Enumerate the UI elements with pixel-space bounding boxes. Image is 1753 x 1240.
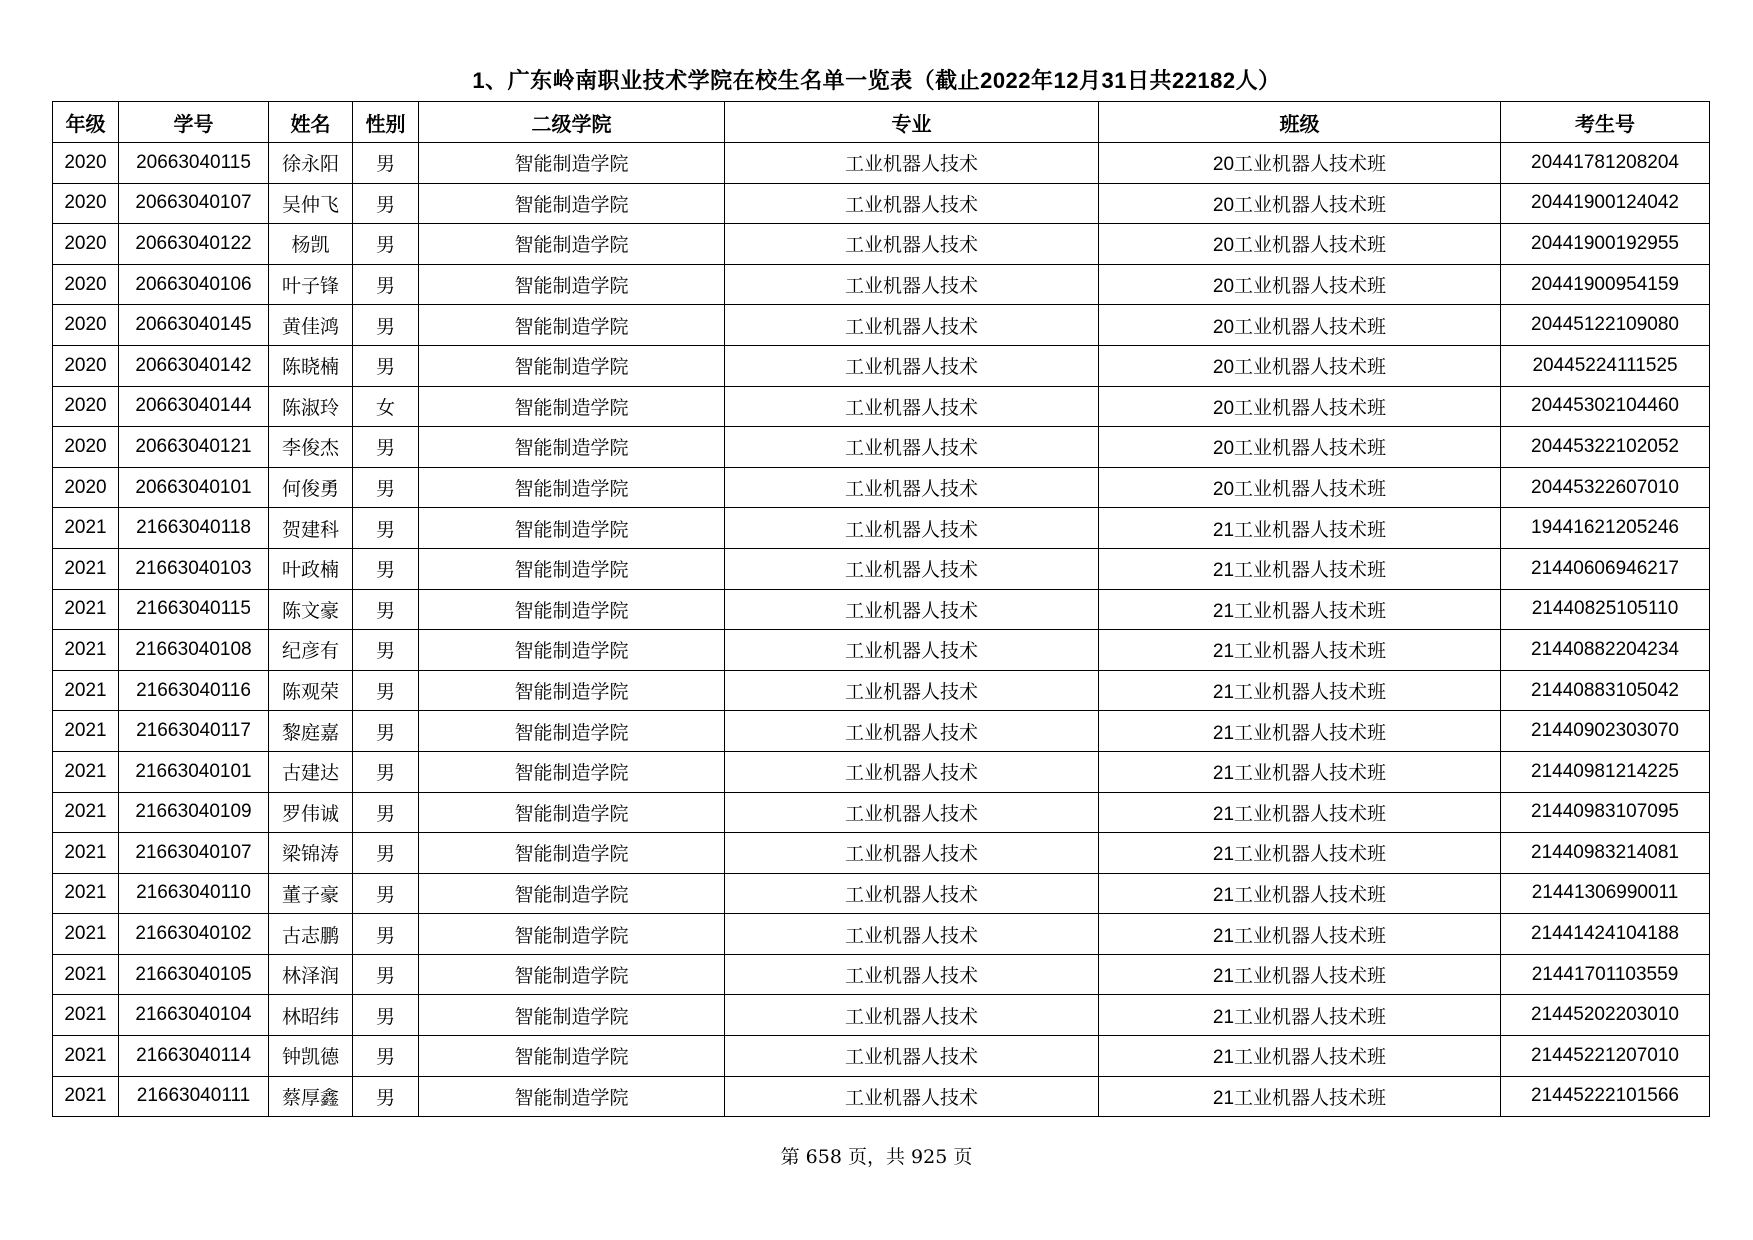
cell-college: 智能制造学院 xyxy=(419,467,725,508)
table-row xyxy=(53,467,1710,508)
cell-class: 20工业机器人技术班 xyxy=(1099,467,1501,508)
cell-grade: 2020 xyxy=(53,386,119,427)
cell-major: 工业机器人技术 xyxy=(725,143,1099,184)
cell-exam-no: 21440606946217 xyxy=(1501,548,1710,589)
table-row xyxy=(53,630,1710,671)
cell-class: 21工业机器人技术班 xyxy=(1099,1036,1501,1077)
table-row xyxy=(53,711,1710,752)
page-title: 1、广东岭南职业技术学院在校生名单一览表（截止2022年12月31日共22182人） xyxy=(472,68,1281,93)
cell-student-id: 20663040115 xyxy=(119,143,269,184)
cell-exam-no: 21445221207010 xyxy=(1501,1036,1710,1077)
cell-grade: 2021 xyxy=(53,670,119,711)
cell-major: 工业机器人技术 xyxy=(725,427,1099,468)
cell-college: 智能制造学院 xyxy=(419,345,725,386)
cell-college: 智能制造学院 xyxy=(419,589,725,630)
cell-student-id: 21663040103 xyxy=(119,548,269,589)
cell-gender: 男 xyxy=(353,548,419,589)
cell-grade: 2021 xyxy=(53,995,119,1036)
cell-gender: 男 xyxy=(353,224,419,265)
cell-class: 21工业机器人技术班 xyxy=(1099,630,1501,671)
cell-major: 工业机器人技术 xyxy=(725,954,1099,995)
cell-student-id: 21663040117 xyxy=(119,711,269,752)
cell-major: 工业机器人技术 xyxy=(725,386,1099,427)
cell-exam-no: 21445202203010 xyxy=(1501,995,1710,1036)
cell-college: 智能制造学院 xyxy=(419,183,725,224)
cell-gender: 男 xyxy=(353,630,419,671)
cell-grade: 2021 xyxy=(53,630,119,671)
cell-class: 21工业机器人技术班 xyxy=(1099,873,1501,914)
cell-college: 智能制造学院 xyxy=(419,792,725,833)
cell-major: 工业机器人技术 xyxy=(725,183,1099,224)
cell-grade: 2021 xyxy=(53,914,119,955)
cell-name: 黎庭嘉 xyxy=(269,711,353,752)
cell-gender: 男 xyxy=(353,873,419,914)
table-row xyxy=(53,548,1710,589)
cell-college: 智能制造学院 xyxy=(419,548,725,589)
cell-name: 何俊勇 xyxy=(269,467,353,508)
header-gender: 性别 xyxy=(353,102,419,143)
cell-grade: 2020 xyxy=(53,183,119,224)
cell-class: 21工业机器人技术班 xyxy=(1099,711,1501,752)
cell-college: 智能制造学院 xyxy=(419,508,725,549)
cell-major: 工业机器人技术 xyxy=(725,711,1099,752)
cell-name: 陈晓楠 xyxy=(269,345,353,386)
cell-major: 工业机器人技术 xyxy=(725,751,1099,792)
cell-college: 智能制造学院 xyxy=(419,386,725,427)
cell-class: 20工业机器人技术班 xyxy=(1099,386,1501,427)
cell-student-id: 21663040111 xyxy=(119,1076,269,1117)
cell-student-id: 21663040116 xyxy=(119,670,269,711)
cell-college: 智能制造学院 xyxy=(419,833,725,874)
cell-class: 21工业机器人技术班 xyxy=(1099,954,1501,995)
cell-major: 工业机器人技术 xyxy=(725,1076,1099,1117)
cell-exam-no: 21440883105042 xyxy=(1501,670,1710,711)
table-row xyxy=(53,224,1710,265)
cell-student-id: 20663040107 xyxy=(119,183,269,224)
table-row xyxy=(53,792,1710,833)
cell-exam-no: 20445224111525 xyxy=(1501,345,1710,386)
cell-name: 叶子锋 xyxy=(269,264,353,305)
cell-major: 工业机器人技术 xyxy=(725,264,1099,305)
cell-grade: 2020 xyxy=(53,427,119,468)
cell-student-id: 20663040106 xyxy=(119,264,269,305)
cell-college: 智能制造学院 xyxy=(419,995,725,1036)
header-grade: 年级 xyxy=(53,102,119,143)
cell-gender: 男 xyxy=(353,264,419,305)
cell-college: 智能制造学院 xyxy=(419,224,725,265)
cell-college: 智能制造学院 xyxy=(419,954,725,995)
cell-student-id: 21663040109 xyxy=(119,792,269,833)
cell-class: 21工业机器人技术班 xyxy=(1099,548,1501,589)
cell-name: 梁锦涛 xyxy=(269,833,353,874)
cell-grade: 2021 xyxy=(53,751,119,792)
header-college: 二级学院 xyxy=(419,102,725,143)
table-row xyxy=(53,305,1710,346)
cell-exam-no: 21440882204234 xyxy=(1501,630,1710,671)
table-row xyxy=(53,751,1710,792)
cell-grade: 2020 xyxy=(53,264,119,305)
cell-grade: 2021 xyxy=(53,954,119,995)
cell-exam-no: 21440902303070 xyxy=(1501,711,1710,752)
cell-grade: 2021 xyxy=(53,589,119,630)
cell-college: 智能制造学院 xyxy=(419,751,725,792)
cell-grade: 2021 xyxy=(53,833,119,874)
cell-major: 工业机器人技术 xyxy=(725,467,1099,508)
cell-gender: 男 xyxy=(353,508,419,549)
cell-exam-no: 21441701103559 xyxy=(1501,954,1710,995)
cell-major: 工业机器人技术 xyxy=(725,833,1099,874)
cell-student-id: 21663040101 xyxy=(119,751,269,792)
cell-student-id: 21663040105 xyxy=(119,954,269,995)
cell-exam-no: 21441424104188 xyxy=(1501,914,1710,955)
cell-college: 智能制造学院 xyxy=(419,1076,725,1117)
cell-gender: 男 xyxy=(353,670,419,711)
cell-exam-no: 20441900124042 xyxy=(1501,183,1710,224)
header-name: 姓名 xyxy=(269,102,353,143)
cell-gender: 男 xyxy=(353,589,419,630)
cell-grade: 2021 xyxy=(53,508,119,549)
cell-grade: 2020 xyxy=(53,305,119,346)
cell-college: 智能制造学院 xyxy=(419,914,725,955)
cell-exam-no: 21440983214081 xyxy=(1501,833,1710,874)
cell-major: 工业机器人技术 xyxy=(725,224,1099,265)
cell-gender: 男 xyxy=(353,345,419,386)
table-row xyxy=(53,264,1710,305)
cell-college: 智能制造学院 xyxy=(419,711,725,752)
cell-exam-no: 21445222101566 xyxy=(1501,1076,1710,1117)
cell-exam-no: 20441900954159 xyxy=(1501,264,1710,305)
cell-student-id: 21663040114 xyxy=(119,1036,269,1077)
cell-gender: 女 xyxy=(353,386,419,427)
cell-name: 陈文豪 xyxy=(269,589,353,630)
table-row xyxy=(53,914,1710,955)
cell-exam-no: 20445302104460 xyxy=(1501,386,1710,427)
cell-exam-no: 20445122109080 xyxy=(1501,305,1710,346)
cell-exam-no: 21441306990011 xyxy=(1501,873,1710,914)
cell-major: 工业机器人技术 xyxy=(725,345,1099,386)
table-row xyxy=(53,954,1710,995)
table-row xyxy=(53,589,1710,630)
cell-college: 智能制造学院 xyxy=(419,264,725,305)
cell-major: 工业机器人技术 xyxy=(725,630,1099,671)
cell-student-id: 21663040104 xyxy=(119,995,269,1036)
cell-gender: 男 xyxy=(353,1036,419,1077)
cell-college: 智能制造学院 xyxy=(419,873,725,914)
cell-name: 董子豪 xyxy=(269,873,353,914)
cell-class: 21工业机器人技术班 xyxy=(1099,1076,1501,1117)
cell-name: 罗伟诚 xyxy=(269,792,353,833)
cell-name: 杨凯 xyxy=(269,224,353,265)
cell-college: 智能制造学院 xyxy=(419,143,725,184)
table-row xyxy=(53,873,1710,914)
header-student-id: 学号 xyxy=(119,102,269,143)
table-row xyxy=(53,345,1710,386)
table-row xyxy=(53,670,1710,711)
table-row xyxy=(53,183,1710,224)
cell-student-id: 21663040107 xyxy=(119,833,269,874)
cell-major: 工业机器人技术 xyxy=(725,873,1099,914)
cell-student-id: 21663040102 xyxy=(119,914,269,955)
cell-name: 黄佳鸿 xyxy=(269,305,353,346)
cell-student-id: 21663040108 xyxy=(119,630,269,671)
cell-college: 智能制造学院 xyxy=(419,670,725,711)
cell-grade: 2020 xyxy=(53,467,119,508)
cell-exam-no: 19441621205246 xyxy=(1501,508,1710,549)
cell-gender: 男 xyxy=(353,954,419,995)
cell-grade: 2021 xyxy=(53,792,119,833)
cell-gender: 男 xyxy=(353,467,419,508)
cell-grade: 2021 xyxy=(53,1076,119,1117)
cell-grade: 2020 xyxy=(53,143,119,184)
cell-name: 贺建科 xyxy=(269,508,353,549)
cell-name: 古建达 xyxy=(269,751,353,792)
table-row xyxy=(53,427,1710,468)
cell-class: 21工业机器人技术班 xyxy=(1099,914,1501,955)
cell-major: 工业机器人技术 xyxy=(725,995,1099,1036)
cell-name: 古志鹏 xyxy=(269,914,353,955)
cell-major: 工业机器人技术 xyxy=(725,1036,1099,1077)
cell-gender: 男 xyxy=(353,995,419,1036)
cell-name: 蔡厚鑫 xyxy=(269,1076,353,1117)
cell-college: 智能制造学院 xyxy=(419,305,725,346)
cell-student-id: 20663040121 xyxy=(119,427,269,468)
cell-major: 工业机器人技术 xyxy=(725,589,1099,630)
cell-name: 吴仲飞 xyxy=(269,183,353,224)
header-exam-no: 考生号 xyxy=(1501,102,1710,143)
cell-name: 林泽润 xyxy=(269,954,353,995)
cell-name: 林昭纬 xyxy=(269,995,353,1036)
cell-class: 21工业机器人技术班 xyxy=(1099,792,1501,833)
cell-name: 陈观荣 xyxy=(269,670,353,711)
header-class: 班级 xyxy=(1099,102,1501,143)
page-footer: 第 658 页，共 925 页 xyxy=(780,1146,973,1168)
cell-major: 工业机器人技术 xyxy=(725,508,1099,549)
cell-grade: 2021 xyxy=(53,711,119,752)
cell-name: 叶政楠 xyxy=(269,548,353,589)
cell-exam-no: 20445322607010 xyxy=(1501,467,1710,508)
cell-class: 20工业机器人技术班 xyxy=(1099,183,1501,224)
cell-gender: 男 xyxy=(353,1076,419,1117)
cell-name: 纪彦有 xyxy=(269,630,353,671)
cell-student-id: 20663040101 xyxy=(119,467,269,508)
cell-class: 21工业机器人技术班 xyxy=(1099,508,1501,549)
cell-name: 钟凯德 xyxy=(269,1036,353,1077)
cell-class: 20工业机器人技术班 xyxy=(1099,224,1501,265)
cell-student-id: 20663040144 xyxy=(119,386,269,427)
cell-student-id: 21663040115 xyxy=(119,589,269,630)
cell-gender: 男 xyxy=(353,914,419,955)
cell-grade: 2021 xyxy=(53,1036,119,1077)
cell-exam-no: 20441781208204 xyxy=(1501,143,1710,184)
cell-grade: 2021 xyxy=(53,548,119,589)
cell-class: 20工业机器人技术班 xyxy=(1099,305,1501,346)
cell-class: 21工业机器人技术班 xyxy=(1099,833,1501,874)
cell-exam-no: 21440983107095 xyxy=(1501,792,1710,833)
cell-college: 智能制造学院 xyxy=(419,630,725,671)
cell-college: 智能制造学院 xyxy=(419,1036,725,1077)
cell-exam-no: 21440825105110 xyxy=(1501,589,1710,630)
table-row xyxy=(53,833,1710,874)
cell-exam-no: 20445322102052 xyxy=(1501,427,1710,468)
cell-name: 徐永阳 xyxy=(269,143,353,184)
student-roster-table xyxy=(52,101,1710,1117)
cell-name: 李俊杰 xyxy=(269,427,353,468)
table-body xyxy=(53,143,1710,1117)
cell-college: 智能制造学院 xyxy=(419,427,725,468)
cell-exam-no: 20441900192955 xyxy=(1501,224,1710,265)
cell-class: 20工业机器人技术班 xyxy=(1099,345,1501,386)
cell-student-id: 21663040118 xyxy=(119,508,269,549)
table-row xyxy=(53,508,1710,549)
cell-major: 工业机器人技术 xyxy=(725,548,1099,589)
cell-major: 工业机器人技术 xyxy=(725,792,1099,833)
cell-grade: 2020 xyxy=(53,224,119,265)
cell-major: 工业机器人技术 xyxy=(725,914,1099,955)
cell-gender: 男 xyxy=(353,751,419,792)
cell-gender: 男 xyxy=(353,792,419,833)
cell-gender: 男 xyxy=(353,711,419,752)
cell-gender: 男 xyxy=(353,183,419,224)
header-major: 专业 xyxy=(725,102,1099,143)
cell-student-id: 20663040145 xyxy=(119,305,269,346)
table-row xyxy=(53,386,1710,427)
cell-class: 20工业机器人技术班 xyxy=(1099,143,1501,184)
cell-gender: 男 xyxy=(353,305,419,346)
cell-class: 21工业机器人技术班 xyxy=(1099,751,1501,792)
cell-grade: 2021 xyxy=(53,873,119,914)
cell-class: 21工业机器人技术班 xyxy=(1099,589,1501,630)
cell-exam-no: 21440981214225 xyxy=(1501,751,1710,792)
cell-student-id: 21663040110 xyxy=(119,873,269,914)
cell-student-id: 20663040122 xyxy=(119,224,269,265)
cell-gender: 男 xyxy=(353,833,419,874)
cell-gender: 男 xyxy=(353,143,419,184)
table-row xyxy=(53,995,1710,1036)
table-row xyxy=(53,143,1710,184)
cell-class: 21工业机器人技术班 xyxy=(1099,670,1501,711)
cell-name: 陈淑玲 xyxy=(269,386,353,427)
cell-class: 21工业机器人技术班 xyxy=(1099,995,1501,1036)
cell-class: 20工业机器人技术班 xyxy=(1099,264,1501,305)
cell-major: 工业机器人技术 xyxy=(725,305,1099,346)
table-header-row xyxy=(53,102,1710,143)
cell-gender: 男 xyxy=(353,427,419,468)
cell-class: 20工业机器人技术班 xyxy=(1099,427,1501,468)
table-row xyxy=(53,1036,1710,1077)
cell-major: 工业机器人技术 xyxy=(725,670,1099,711)
table-row xyxy=(53,1076,1710,1117)
cell-grade: 2020 xyxy=(53,345,119,386)
cell-student-id: 20663040142 xyxy=(119,345,269,386)
